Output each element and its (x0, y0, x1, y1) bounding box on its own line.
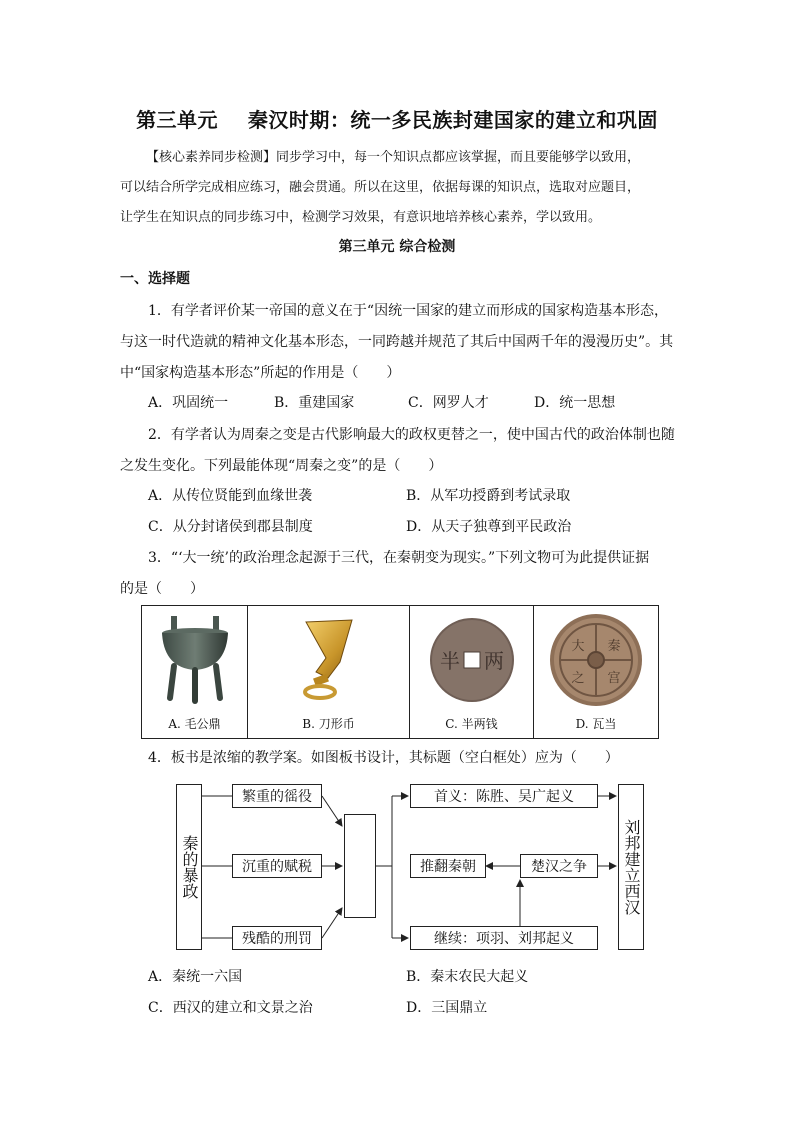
page-title: 第三单元 秦汉时期：统一多民族封建国家的建立和巩固 (136, 108, 658, 132)
option-a[interactable]: A．秦统一六国 (148, 969, 243, 985)
option-a[interactable]: A．巩固统一 (148, 395, 229, 411)
artifact-caption-a: A. 毛公鼎 (168, 717, 221, 731)
question-2-line: 2．有学者认为周秦之变是古代影响最大的政权更替之一，使中国古代的政治体制也随 (148, 427, 675, 443)
question-3 (120, 543, 680, 605)
artifact-caption-b: B. 刀形币 (302, 717, 355, 731)
option-b[interactable]: B．秦末农民大起义 (406, 969, 529, 985)
option-d[interactable]: D．从天子独尊到平民政治 (406, 519, 572, 535)
question-1-line: 1．有学者评价某一帝国的意义在于“因统一国家的建立而形成的国家构造基本形态， (148, 303, 669, 319)
section-heading: 一、选择题 (120, 271, 190, 287)
cause-box-tax: 沉重的赋税 (232, 854, 322, 878)
cause-box-punishment: 残酷的刑罚 (232, 926, 322, 950)
option-c[interactable]: C．网罗人才 (408, 395, 489, 411)
artifact-caption-d: D. 瓦当 (575, 717, 617, 731)
artifact-cell-c[interactable] (410, 606, 534, 738)
qin-tyranny-label: 秦的暴政 (180, 835, 199, 899)
intro-line: 让学生在知识点的同步练习中，检测学习效果，有意识地培养核心素养，学以致用。 (120, 210, 602, 225)
overthrow-qin-box: 推翻秦朝 (410, 854, 486, 878)
continue-uprising-box: 继续：项羽、刘邦起义 (410, 926, 598, 950)
tile-glyph: 宫 (607, 671, 621, 686)
artifact-image-table (141, 605, 659, 739)
bronze-ding-icon (142, 606, 248, 716)
intro-line: 【核心素养同步检测】同步学习中，每一个知识点都应该掌握，而且要能够学以致用， (146, 150, 641, 165)
liu-bang-western-han-label: 刘邦建立西汉 (622, 819, 641, 915)
knife-coin-icon (248, 606, 410, 716)
qin-tyranny-box (176, 784, 202, 950)
option-b[interactable]: B．重建国家 (274, 395, 355, 411)
question-2-line: 之发生变化。下列最能体现“周秦之变”的是（ ） (120, 458, 443, 474)
option-b[interactable]: B．从军功授爵到考试录取 (406, 488, 571, 504)
tile-glyph: 大 (571, 639, 585, 654)
intro-paragraph (120, 143, 680, 233)
coin-glyph-left: 半 (440, 649, 460, 673)
section-subtitle: 第三单元 综合检测 (338, 239, 456, 255)
eaves-tile-icon (534, 606, 658, 716)
liu-bang-western-han-box (618, 784, 644, 950)
coin-glyph-right: 两 (484, 649, 504, 673)
tile-glyph: 之 (571, 671, 585, 686)
blank-title-box[interactable] (344, 814, 376, 918)
first-uprising-box: 首义：陈胜、吴广起义 (410, 784, 598, 808)
option-a[interactable]: A．从传位贤能到血缘世袭 (148, 488, 313, 504)
blackboard-diagram (174, 780, 644, 952)
option-d[interactable]: D．统一思想 (534, 395, 616, 411)
cause-box-corvee: 繁重的徭役 (232, 784, 322, 808)
question-3-line: 的是（ ） (120, 581, 204, 597)
tile-glyph: 秦 (607, 639, 621, 654)
banliang-coin-icon (410, 606, 534, 716)
question-2 (120, 420, 680, 482)
option-c[interactable]: C．西汉的建立和文景之治 (148, 1000, 313, 1016)
artifact-cell-d[interactable] (534, 606, 658, 738)
intro-line: 可以结合所学完成相应练习，融会贯通。所以在这里，依据每课的知识点，选取对应题目， (120, 180, 641, 195)
question-1-line: 中“国家构造基本形态”所起的作用是（ ） (120, 365, 401, 381)
question-1 (120, 296, 680, 389)
option-d[interactable]: D．三国鼎立 (406, 1000, 488, 1016)
option-c[interactable]: C．从分封诸侯到郡县制度 (148, 519, 313, 535)
artifact-cell-a[interactable] (142, 606, 248, 738)
artifact-cell-b[interactable] (248, 606, 410, 738)
chu-han-contention-box: 楚汉之争 (520, 854, 598, 878)
question-1-line: 与这一时代造就的精神文化基本形态，一同跨越并规范了其后中国两千年的漫漫历史”。其 (120, 334, 674, 350)
question-3-line: 3．“‘大一统’的政治理念起源于三代，在秦朝变为现实。”下列文物可为此提供证据 (148, 550, 650, 566)
artifact-caption-c: C. 半两钱 (445, 717, 498, 731)
question-4 (120, 743, 680, 774)
question-4-line: 4．板书是浓缩的教学案。如图板书设计，其标题（空白框处）应为（ ） (148, 750, 619, 766)
